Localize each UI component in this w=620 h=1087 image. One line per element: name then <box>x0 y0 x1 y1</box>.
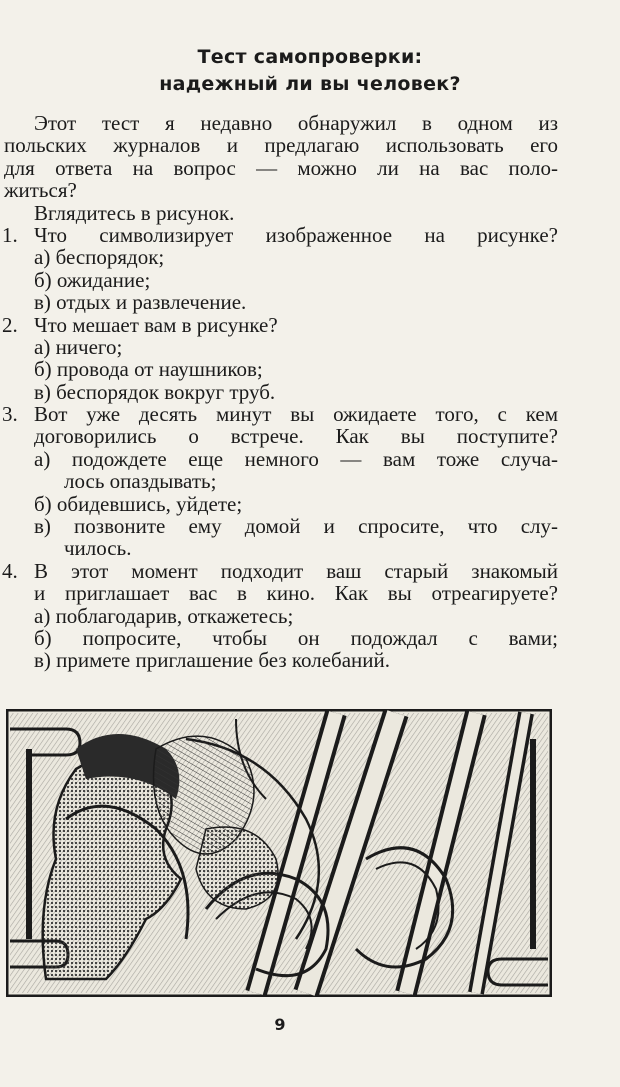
question-3-text-cont: договорились о встрече. Как вы поступите? <box>34 424 558 449</box>
option: в) позвоните ему домой и спросите, что слу- <box>34 514 558 539</box>
question-4-text: 4. В этот момент подходит ваш старый знакомый <box>2 558 558 583</box>
option: а) подождете еще немного — вам тоже случа- <box>34 446 558 471</box>
question-1-text: 1. Что символизирует изображенное на рисунке? <box>2 222 558 247</box>
page-number: 9 <box>274 1015 286 1034</box>
option: а) поблагодарив, откажетесь; <box>34 603 294 628</box>
option-cont: чилось. <box>64 536 132 561</box>
intro-line: Этот тест я недавно обнаружил в одном из <box>34 111 558 135</box>
test-text <box>0 112 620 672</box>
option-cont: лось опаздывать; <box>64 469 217 494</box>
option: в) примете приглашение без колебаний. <box>34 648 391 673</box>
question-number: 1. <box>2 222 18 247</box>
page-title-line-2: надежный ли вы человек? <box>159 73 461 95</box>
question-number: 3. <box>2 402 18 427</box>
question-number: 4. <box>2 558 18 583</box>
question-2-text: 2. Что мешает вам в рисунке? <box>2 312 278 337</box>
option: б) провода от наушников; <box>34 357 263 382</box>
question-3-text: 3. Вот уже десять минут вы ожидаете того, с кем <box>2 402 558 427</box>
option: б) обидевшись, уйдете; <box>34 491 243 516</box>
question-number: 2. <box>2 312 18 337</box>
option: б) попросите, чтобы он подождал с вами; <box>34 625 558 650</box>
intro-line: польских журналов и предлагаю использовать его <box>4 133 558 158</box>
option: б) ожидание; <box>34 267 151 292</box>
engraving-illustration <box>6 709 552 997</box>
option: в) беспорядок вокруг труб. <box>34 379 276 404</box>
option: а) ничего; <box>34 334 123 359</box>
option: в) отдых и развлечение. <box>34 290 247 315</box>
option: а) беспорядок; <box>34 245 165 270</box>
question-4-text-cont: и приглашает вас в кино. Как вы отреагируете? <box>34 581 558 606</box>
instruction: Вглядитесь в рисунок. <box>34 200 235 225</box>
page-title-line-1: Тест самопроверки: <box>197 46 423 68</box>
intro-line: для ответа на вопрос — можно ли на вас поло- <box>4 155 558 180</box>
intro-line: житься? <box>4 178 77 203</box>
